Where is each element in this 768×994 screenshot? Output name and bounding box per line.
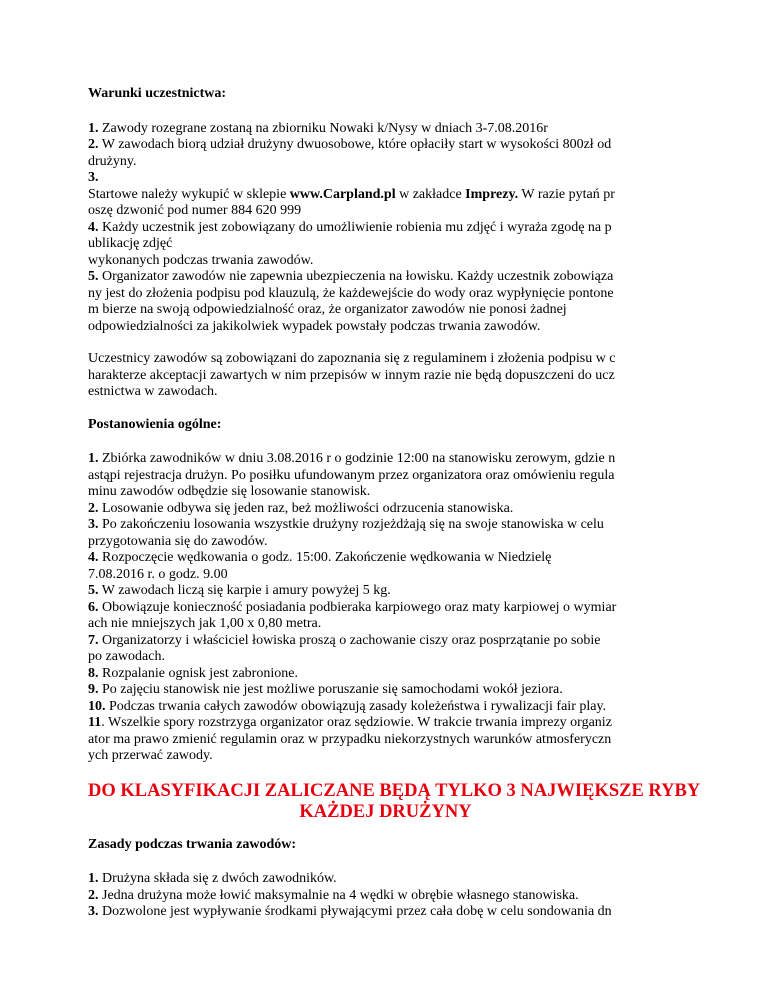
- postanowienia-line: 9. Po zajęciu stanowisk nie jest możliwe poruszanie się samochodami wokół jeziora.: [88, 682, 563, 697]
- zasady-line: 3. Dozwolone jest wypływanie środkami pływającymi przez cała dobę w celu sondowania dn: [88, 904, 612, 919]
- postanowienia-line: ach nie mniejszych jak 1,00 x 0,80 metra.: [88, 616, 322, 631]
- document-page: [88, 86, 701, 937]
- warunki-line: 4. Każdy uczestnik jest zobowiązany do umożliwienie robienia mu zdjęć i wyraża zgodę na p: [88, 219, 612, 235]
- paragraph-line: harakterze akceptacji zawartych w nim przepisów w innym razie nie będą dopuszczeni do ucz: [88, 367, 615, 383]
- warunki-line: odpowiedzialności za jakikolwiek wypadek powstały podczas trwania zawodów.: [88, 318, 541, 334]
- section-postanowienia: [88, 417, 683, 765]
- postanowienia-line: po zawodach.: [88, 649, 165, 664]
- warunki-line: oszę dzwonić pod numer 884 620 999: [88, 203, 302, 218]
- carpland-link: www.Carpland.pl: [289, 186, 396, 202]
- warunki-line: 2. W zawodach biorą udział drużyny dwuosobowe, które opłaciły start w wysokości 800zł od: [88, 137, 612, 152]
- imprezy-label: Imprezy.: [465, 186, 519, 202]
- paragraph-line: Uczestnicy zawodów są zobowiązani do zapoznania się z regulaminem i złożenia podpisu w c: [88, 351, 616, 366]
- postanowienia-line: minu zawodów odbędzie się losowanie stanowisk.: [88, 484, 371, 499]
- warunki-line: m bierze na swoją odpowiedzialność oraz, że organizator zawodów nie ponosi żadnej: [88, 302, 567, 317]
- postanowienia-line: 1. Zbiórka zawodników w dniu 3.08.2016 r o godzinie 12:00 na stanowisku zerowym, gdzie n: [88, 451, 616, 466]
- warunki-line: Startowe należy wykupić w sklepie www.Carpland.pl w zakładce Imprezy. W razie pytań pr: [88, 186, 615, 202]
- heading-zasady: Zasady podczas trwania zawodów:: [88, 836, 297, 852]
- warunki-line: wykonanych podczas trwania zawodów.: [88, 252, 314, 268]
- classification-notice: [88, 780, 701, 823]
- section-zasady: [88, 837, 683, 921]
- postanowienia-line: przygotowania się do zawodów.: [88, 533, 268, 549]
- postanowienia-line: ator ma prawo zmienić regulamin oraz w przypadku niekorzystnych warunków atmosferyczn: [88, 731, 612, 747]
- warunki-line: drużyny.: [88, 153, 137, 169]
- classification-notice-line2: KAŻDEJ DRUŻYNY: [299, 801, 472, 822]
- postanowienia-line: 5. W zawodach liczą się karpie i amury powyżej 5 kg.: [88, 583, 391, 598]
- section-warunki: [88, 86, 683, 335]
- zasady-line: 1. Drużyna składa się z dwóch zawodników.: [88, 871, 337, 886]
- zasady-list: [88, 871, 683, 921]
- warunki-line: ny jest do złożenia podpisu pod klauzulą, że każdewejście do wody oraz wypłynięcie pontone: [88, 285, 614, 301]
- postanowienia-line: 11. Wszelkie spory rozstrzyga organizator oraz sędziowie. W trakcie trwania imprezy organiz: [88, 715, 612, 730]
- heading-warunki-uczestnictwa: Warunki uczestnictwa:: [88, 86, 227, 101]
- postanowienia-line: astąpi rejestracja drużyn. Po posiłku ufundowanym przez organizatora oraz omówieniu regula: [88, 467, 615, 483]
- zasady-line: 2. Jedna drużyna może łowić maksymalnie na 4 wędki w obrębie własnego stanowiska.: [88, 887, 579, 903]
- heading-postanowienia-ogolne: Postanowienia ogólne:: [88, 416, 222, 432]
- postanowienia-line: 7. Organizatorzy i właściciel łowiska proszą o zachowanie ciszy oraz posprzątanie po sobie: [88, 632, 601, 648]
- postanowienia-line: 2. Losowanie odbywa się jeden raz, beż możliwości odrzucenia stanowiska.: [88, 500, 514, 516]
- postanowienia-line: ych przerwać zawody.: [88, 748, 213, 763]
- postanowienia-line: 8. Rozpalanie ognisk jest zabronione.: [88, 665, 298, 681]
- postanowienia-line: 4. Rozpoczęcie wędkowania o godz. 15:00. Zakończenie wędkowania w Niedzielę: [88, 550, 552, 565]
- warunki-line: 1. Zawody rozegrane zostaną na zbiorniku Nowaki k/Nysy w dniach 3-7.08.2016r: [88, 120, 548, 136]
- classification-notice-line1: DO KLASYFIKACJI ZALICZANE BĘDĄ TYLKO 3 NAJWIĘKSZE RYBY: [88, 780, 701, 801]
- warunki-list: [88, 121, 683, 336]
- postanowienia-list: [88, 451, 683, 765]
- paragraph-line: estnictwa w zawodach.: [88, 384, 218, 399]
- warunki-line: 5. Organizator zawodów nie zapewnia ubezpieczenia na łowisku. Każdy uczestnik zobowiąza: [88, 269, 614, 284]
- postanowienia-line: 7.08.2016 r. o godz. 9.00: [88, 566, 228, 582]
- warunki-line: 3.: [88, 170, 99, 185]
- postanowienia-line: 3. Po zakończeniu losowania wszystkie drużyny rozjeżdżają się na swoje stanowiska w celu: [88, 517, 604, 532]
- postanowienia-line: 6. Obowiązuje konieczność posiadania podbieraka karpiowego oraz maty karpiowej o wymiar: [88, 599, 617, 615]
- postanowienia-line: 10. Podczas trwania całych zawodów obowiązują zasady koleżeństwa i rywalizacji fair play.: [88, 698, 607, 714]
- warunki-line: ublikację zdjęć: [88, 236, 173, 251]
- paragraph-uczestnicy: [88, 351, 683, 401]
